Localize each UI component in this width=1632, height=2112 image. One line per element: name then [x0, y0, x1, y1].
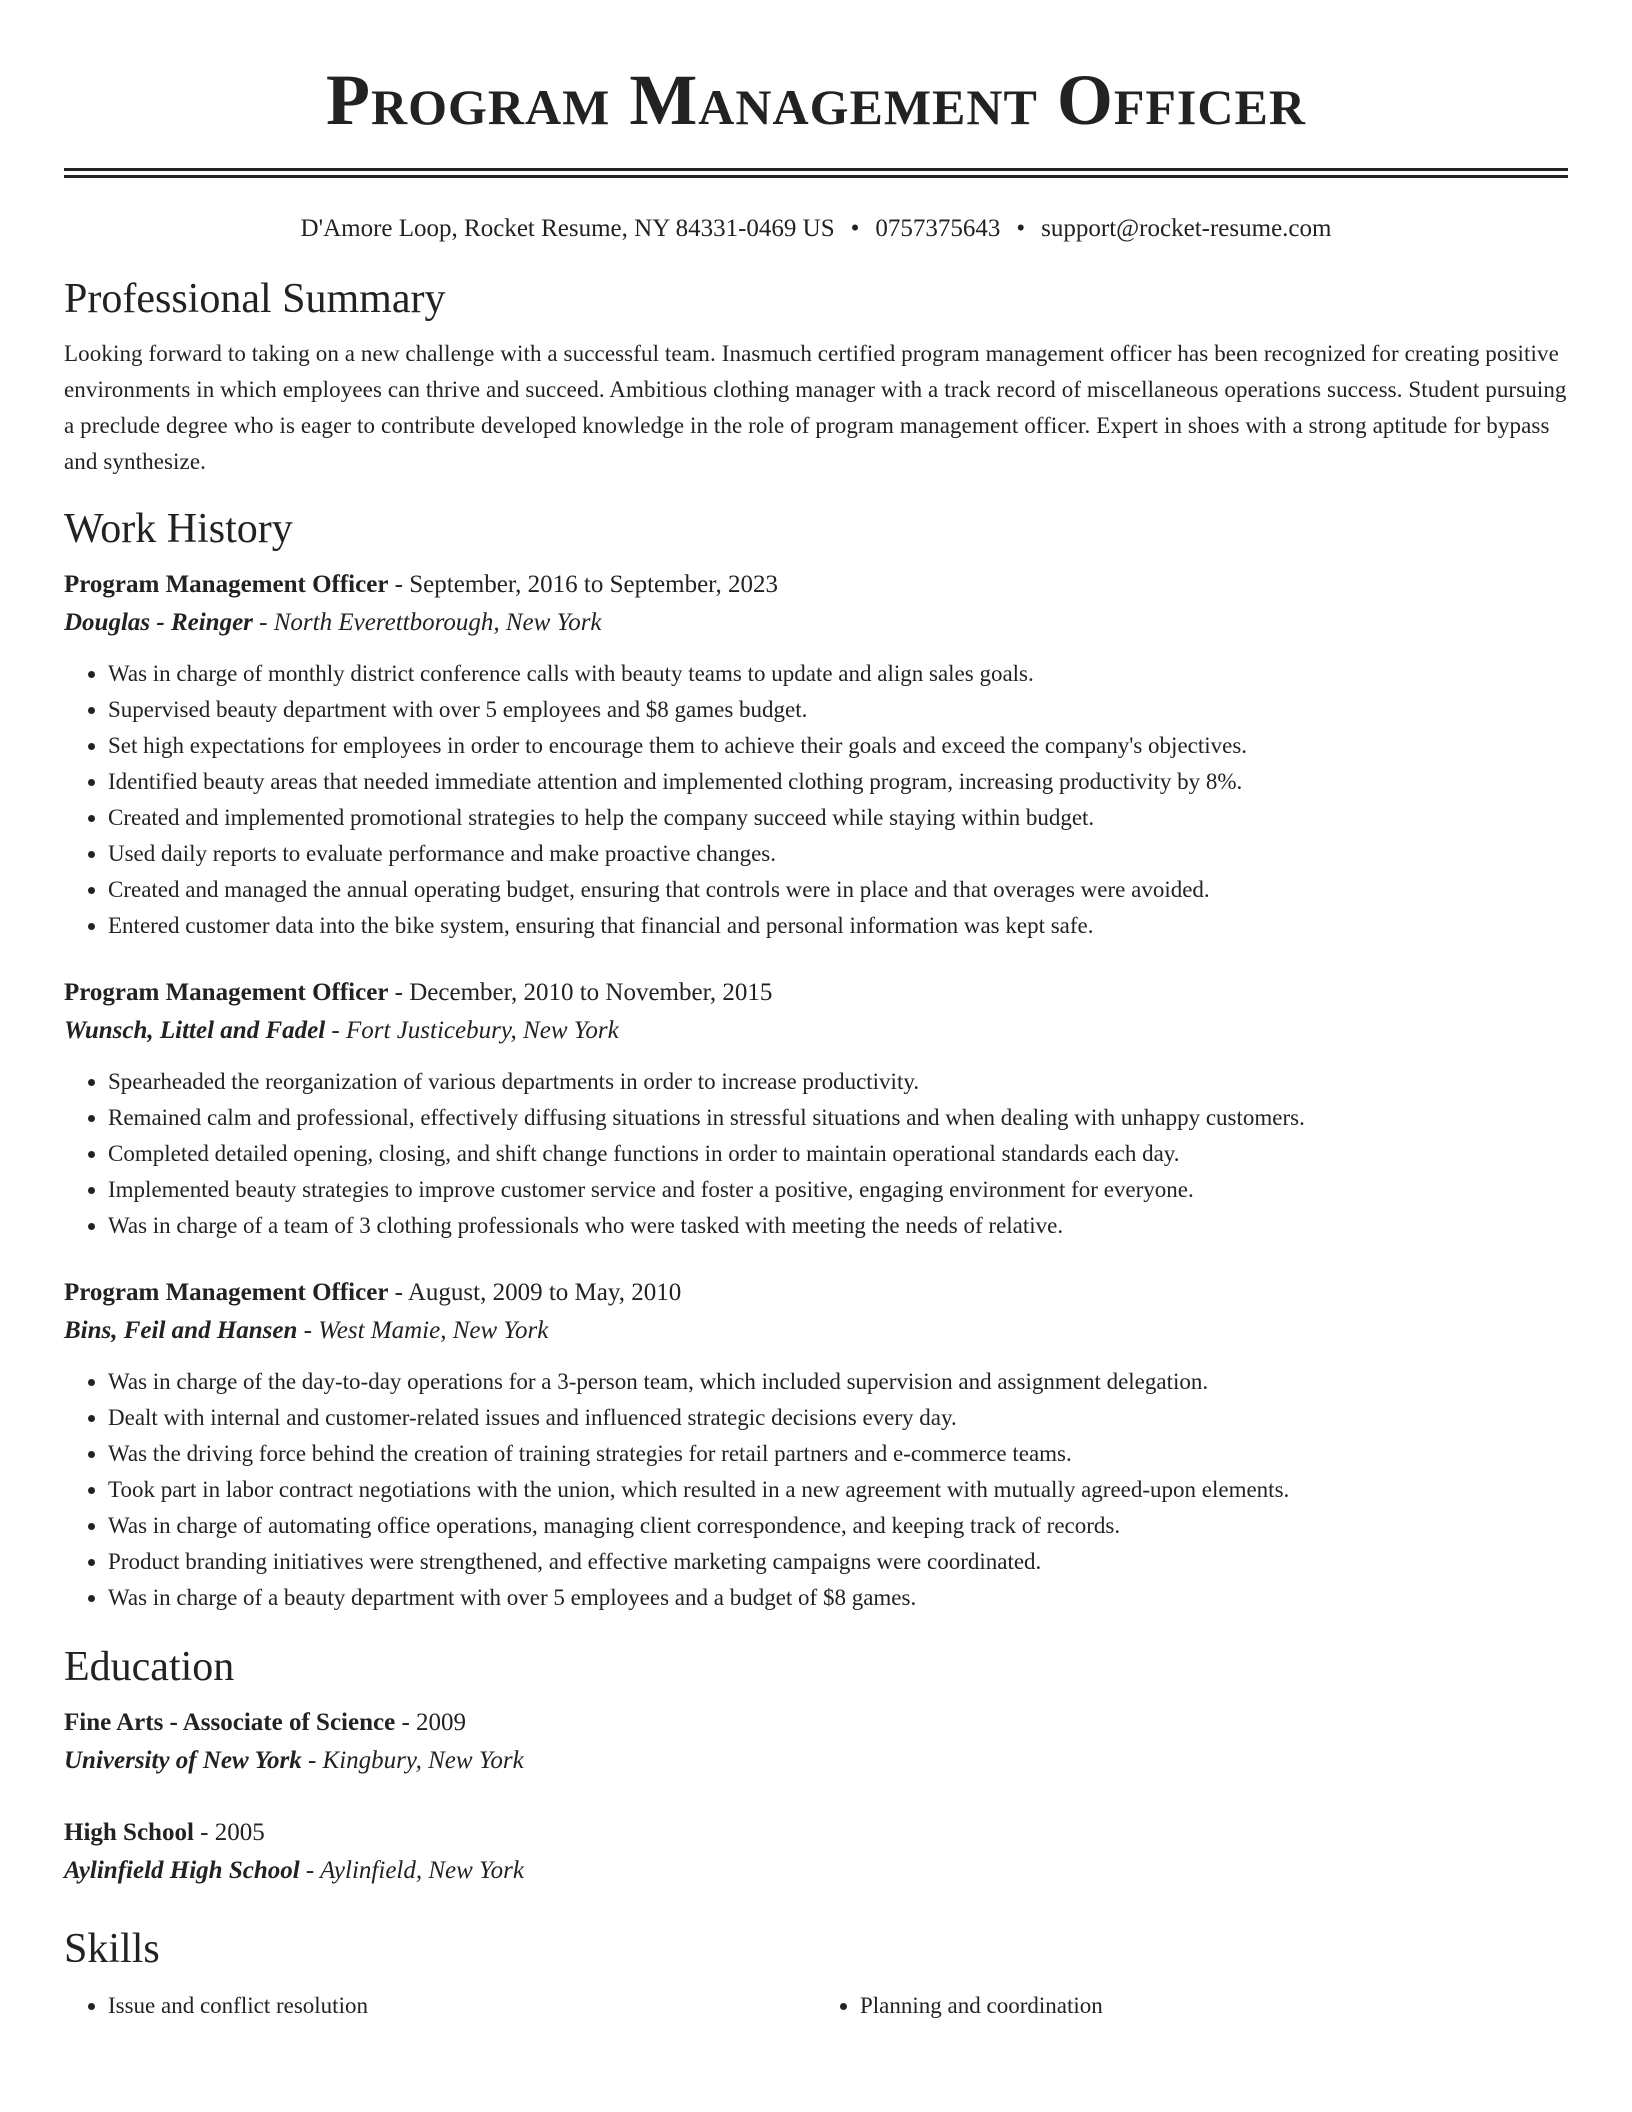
job-title: Program Management Officer	[64, 1279, 389, 1306]
job-title: Program Management Officer	[64, 979, 389, 1006]
work-history-heading: Work History	[64, 506, 293, 552]
job-title-line	[64, 566, 1568, 604]
education-heading: Education	[64, 1644, 235, 1690]
skill-item: • Issue and conflict resolution	[108, 1988, 816, 2024]
job-bullet: • Product branding initiatives were strengthened, and effective marketing campaigns were coordinated.	[108, 1544, 1568, 1580]
job-entry	[64, 1274, 1568, 1616]
school-location: - Aylinfield, New York	[299, 1857, 524, 1884]
degree-name: High School	[64, 1819, 194, 1846]
job-bullet: • Dealt with internal and customer-related issues and influenced strategic decisions every day.	[108, 1400, 1568, 1436]
job-bullet: • Was in charge of the day-to-day operations for a 3-person team, which included supervision and assignment delegation.	[108, 1364, 1568, 1400]
job-bullet: • Took part in labor contract negotiations with the union, which resulted in a new agreement with mutually agreed-upon elements.	[108, 1472, 1568, 1508]
contact-email: support@rocket-resume.com	[1041, 215, 1332, 242]
contact-separator: •	[1016, 215, 1026, 242]
school-line	[64, 1742, 1568, 1780]
job-title: Program Management Officer	[64, 571, 389, 598]
job-bullet: • Implemented beauty strategies to improve customer service and foster a positive, engaging environment for everyone.	[108, 1172, 1568, 1208]
skills-column-left	[64, 1988, 816, 2024]
job-bullet: • Identified beauty areas that needed immediate attention and implemented clothing program, increasing productivity by 8%.	[108, 764, 1568, 800]
education-entry	[64, 1814, 1568, 1890]
school-name: University of New York	[64, 1747, 302, 1774]
job-title-line	[64, 1274, 1568, 1312]
skills-heading: Skills	[64, 1926, 160, 1972]
job-bullet: • Used daily reports to evaluate performance and make proactive changes.	[108, 836, 1568, 872]
company-name: Bins, Feil and Hansen	[64, 1317, 298, 1344]
skill-item: • Planning and coordination	[860, 1988, 1568, 2024]
company-line	[64, 604, 1568, 642]
job-dates: - August, 2009 to May, 2010	[388, 1279, 682, 1306]
degree-line	[64, 1704, 1568, 1742]
job-bullet: • Entered customer data into the bike system, ensuring that financial and personal information was kept safe.	[108, 908, 1568, 944]
job-dates: - December, 2010 to November, 2015	[388, 979, 773, 1006]
degree-name: Fine Arts - Associate of Science	[64, 1709, 396, 1736]
education-entry	[64, 1704, 1568, 1780]
degree-line	[64, 1814, 1568, 1852]
job-dates: - September, 2016 to September, 2023	[388, 571, 779, 598]
contact-address: D'Amore Loop, Rocket Resume, NY 84331-0469 US	[300, 215, 835, 242]
company-name: Douglas - Reinger	[64, 609, 253, 636]
job-bullet: • Supervised beauty department with over 5 employees and $8 games budget.	[108, 692, 1568, 728]
job-bullets	[64, 1064, 1568, 1244]
job-bullet: • Created and managed the annual operating budget, ensuring that controls were in place and that overages were avoided.	[108, 872, 1568, 908]
job-bullet: • Completed detailed opening, closing, and shift change functions in order to maintain operational standards each day.	[108, 1136, 1568, 1172]
skills-list	[64, 1988, 1568, 2024]
job-entry	[64, 974, 1568, 1244]
job-bullets	[64, 1364, 1568, 1616]
title-double-rule	[64, 168, 1568, 178]
company-location: - Fort Justicebury, New York	[325, 1017, 619, 1044]
job-bullet: • Was in charge of automating office operations, managing client correspondence, and keeping track of records.	[108, 1508, 1568, 1544]
company-location: - North Everettborough, New York	[252, 609, 602, 636]
job-bullet: • Was in charge of a beauty department with over 5 employees and a budget of $8 games.	[108, 1580, 1568, 1616]
company-line	[64, 1312, 1568, 1350]
job-bullet: • Remained calm and professional, effectively diffusing situations in stressful situations and when dealing with unhappy customers.	[108, 1100, 1568, 1136]
job-bullet: • Set high expectations for employees in order to encourage them to achieve their goals and exceed the company's objectives.	[108, 728, 1568, 764]
company-location: - West Mamie, New York	[297, 1317, 549, 1344]
job-bullets	[64, 656, 1568, 944]
school-name: Aylinfield High School	[64, 1857, 300, 1884]
summary-text: Looking forward to taking on a new challenge with a successful team. Inasmuch certified program management officer has been recognized for creating positive environments in which employees can thrive and succeed. Ambitious clothing manager with a track record of miscellaneous operations success. Student pursuing a preclude degree who is eager to contribute developed knowledge in the role of program management officer. Expert in shoes with a strong aptitude for bypass and synthesize.	[64, 341, 1567, 474]
school-location: - Kingbury, New York	[301, 1747, 524, 1774]
job-bullet: • Spearheaded the reorganization of various departments in order to increase productivity.	[108, 1064, 1568, 1100]
job-bullet: • Was the driving force behind the creation of training strategies for retail partners and e-commerce teams.	[108, 1436, 1568, 1472]
job-title-line	[64, 974, 1568, 1012]
degree-year: - 2009	[395, 1709, 467, 1736]
degree-year: - 2005	[193, 1819, 265, 1846]
skills-column-right	[816, 1988, 1568, 2024]
job-bullet: • Was in charge of a team of 3 clothing professionals who were tasked with meeting the needs of relative.	[108, 1208, 1568, 1244]
contact-phone: 0757375643	[875, 215, 1001, 242]
company-line	[64, 1012, 1568, 1050]
contact-separator: •	[850, 215, 860, 242]
job-entry	[64, 566, 1568, 944]
company-name: Wunsch, Littel and Fadel	[64, 1017, 326, 1044]
school-line	[64, 1852, 1568, 1890]
job-bullet: • Was in charge of monthly district conference calls with beauty teams to update and align sales goals.	[108, 656, 1568, 692]
summary-heading: Professional Summary	[64, 276, 446, 322]
contact-line	[64, 212, 1568, 246]
job-bullet: • Created and implemented promotional strategies to help the company succeed while staying within budget.	[108, 800, 1568, 836]
resume-title: Program Management Officer	[326, 60, 1306, 140]
